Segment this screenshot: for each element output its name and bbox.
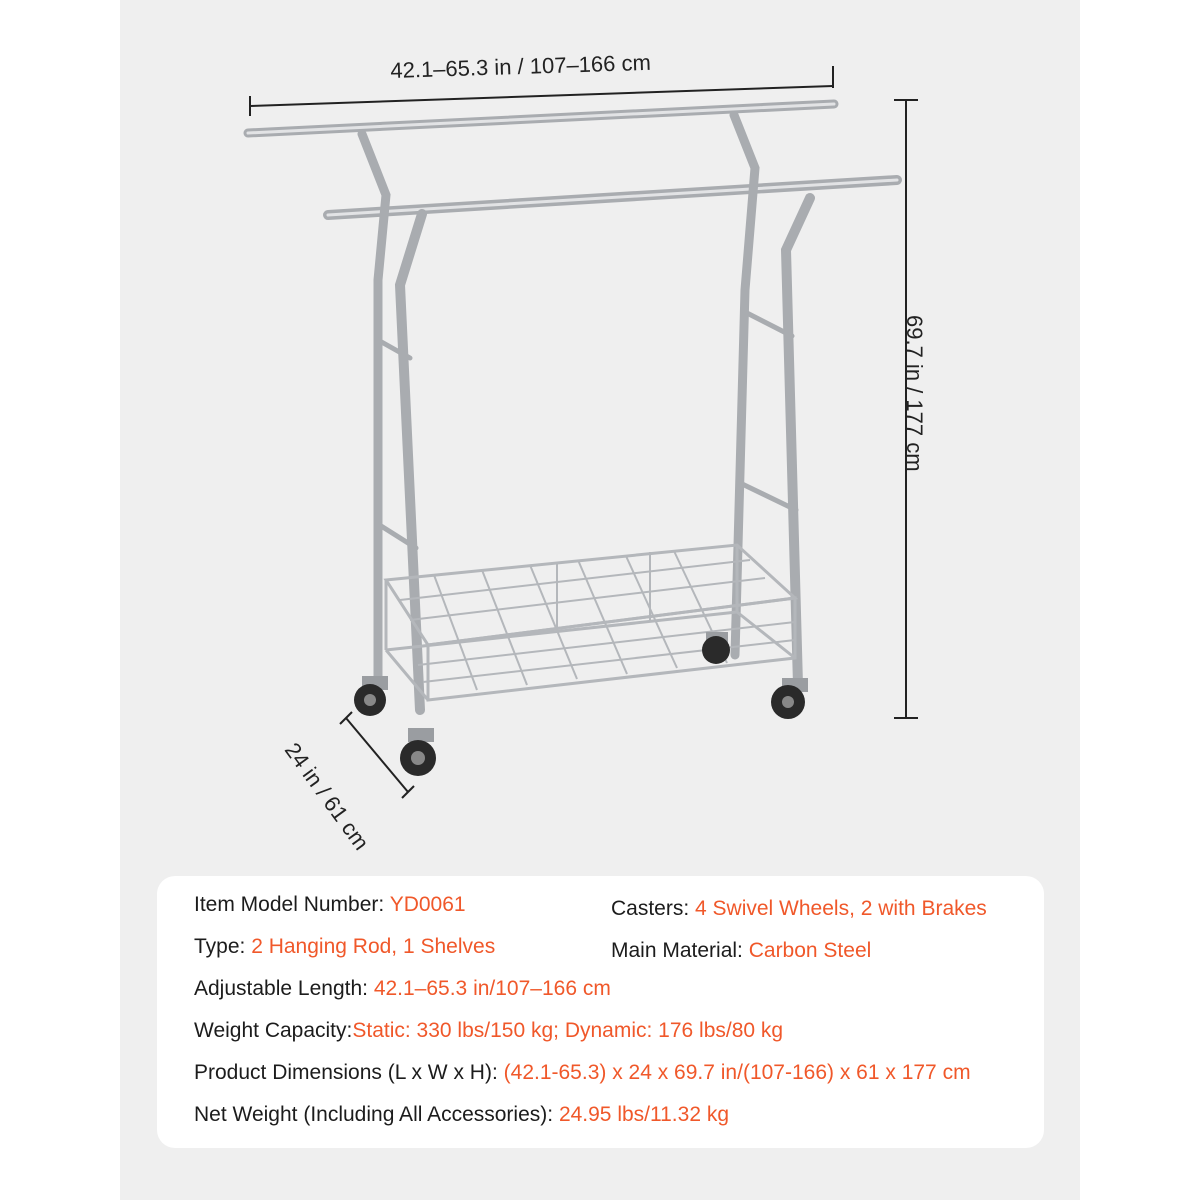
spec-material <box>611 939 871 963</box>
spec-type <box>194 935 495 959</box>
spec-type-value: 2 Hanging Rod, 1 Shelves <box>251 935 496 958</box>
spec-casters-label: Casters: <box>611 897 696 920</box>
spec-length-label: Adjustable Length: <box>194 977 374 1000</box>
spec-length-value: 42.1–65.3 in/107–166 cm <box>373 977 611 1000</box>
spec-product-dimensions-value: (42.1-65.3) x 24 x 69.7 in/(107-166) x 61 x 177 cm <box>503 1061 971 1084</box>
spec-material-value: Carbon Steel <box>748 939 872 962</box>
spec-length <box>194 977 611 1001</box>
spec-capacity <box>194 1019 783 1043</box>
caster-back-right <box>702 632 730 664</box>
width-dimension-label: 42.1–65.3 in / 107–166 cm <box>390 49 652 83</box>
spec-casters-value: 4 Swivel Wheels, 2 with Brakes <box>695 897 987 920</box>
spec-model-value: YD0061 <box>389 893 466 916</box>
spec-type-label: Type: <box>194 935 252 958</box>
caster-back-left <box>354 676 388 716</box>
spec-net-weight-value: 24.95 lbs/11.32 kg <box>558 1103 730 1126</box>
depth-dimension-label: 24 in / 61 cm <box>279 738 375 855</box>
spec-product-dimensions <box>194 1061 971 1085</box>
spec-net-weight <box>194 1103 729 1127</box>
spec-model <box>194 893 466 917</box>
caster-front-left <box>400 728 436 776</box>
caster-front-right <box>771 678 808 719</box>
spec-product-dimensions-label: Product Dimensions (L x W x H): <box>194 1061 504 1084</box>
spec-casters <box>611 897 987 921</box>
height-dimension-label: 69.7 in / 177 cm <box>902 315 927 472</box>
spec-net-weight-label: Net Weight (Including All Accessories): <box>194 1103 559 1126</box>
spec-material-label: Main Material: <box>611 939 749 962</box>
spec-model-label: Item Model Number: <box>194 893 390 916</box>
spec-capacity-label: Weight Capacity: <box>194 1019 353 1042</box>
rack-frame <box>248 104 897 710</box>
spec-capacity-value: Static: 330 lbs/150 kg; Dynamic: 176 lbs/80 kg <box>352 1019 784 1042</box>
